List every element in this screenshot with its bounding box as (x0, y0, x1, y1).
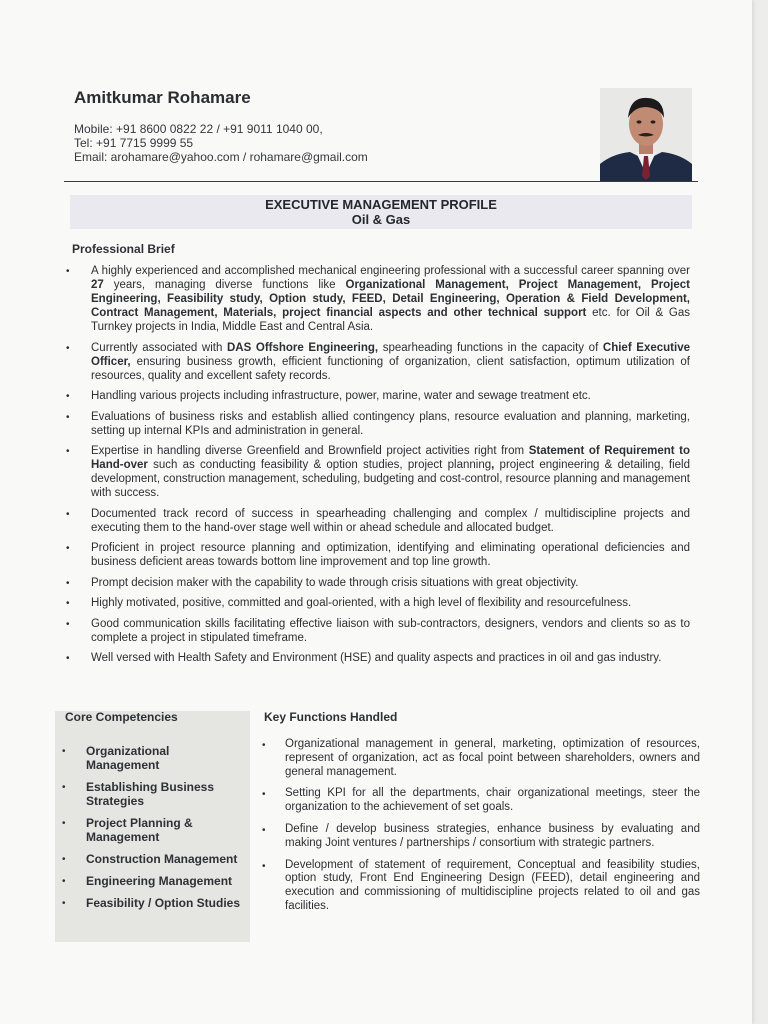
core-competencies-list (62, 744, 246, 918)
brief-item (66, 651, 690, 665)
profile-title: EXECUTIVE MANAGEMENT PROFILE (265, 197, 497, 212)
profile-subtitle: Oil & Gas (351, 212, 411, 227)
core-competency-item: • Project Planning & Management (62, 816, 246, 844)
core-competency-item: • Organizational Management (62, 744, 246, 772)
brief-item-text: Prompt decision maker with the capability to wade through crisis situations with great objectivity. (91, 576, 579, 589)
brief-item (66, 617, 690, 645)
key-functions-list (262, 738, 700, 922)
brief-item (66, 444, 690, 500)
brief-item (66, 507, 690, 535)
key-function-item: • Define / develop business strategies, enhance business by evaluating and making Joint ventures / partnerships / consortium with strategic partners. (262, 823, 700, 851)
tel-line: Tel: +91 7715 9999 55 (74, 136, 194, 150)
brief-item-bold-text: , (491, 459, 495, 471)
header-divider (64, 181, 698, 182)
brief-item-text: Good communication skills facilitating effective liaison with sub-contractors, designers, vendors and clients so as to complete a project in stipulated timeframe. (91, 617, 690, 644)
contact-block (74, 122, 368, 164)
email-line: Email: arohamare@yahoo.com / rohamare@gmail.com (74, 150, 368, 164)
brief-item (66, 576, 690, 590)
brief-item-bold-text: Statement of Requirement to Hand-over (91, 445, 691, 471)
brief-item-bold-text: Organizational Management, Project Management, Project Engineering, Feasibility study, Option study, FEED, Detail Engineering, Operation & Field Development, Contract Management, Materials, project financial aspects and other technical support (91, 279, 690, 319)
brief-item (66, 264, 690, 334)
brief-item-bold-text: 27 (91, 279, 104, 291)
brief-item-text: Documented track record of success in spearheading challenging and complex / multidiscipline projects and executing them to the hand-over stage well within or ahead schedule and allocated budget. (91, 507, 690, 534)
brief-item-text: Evaluations of business risks and establish allied contingency plans, resource evaluation and planning, marketing, setting up internal KPIs and administration in general. (91, 410, 690, 437)
brief-item-text: ensuring business growth, efficient functioning of organization, client satisfaction, optimum utilization of resources, quality and excellent safety records. (91, 355, 690, 382)
portrait-illustration (600, 88, 692, 181)
brief-item-bold-text: Chief Executive Officer, (91, 341, 690, 368)
key-functions-heading: Key Functions Handled (264, 710, 398, 724)
brief-item-text: etc. for Oil & Gas Turnkey projects in India, Middle East and Central Asia. (91, 307, 690, 333)
core-competency-item: • Engineering Management (62, 874, 246, 888)
key-function-item: • Organizational management in general, marketing, optimization of resources, represent of organization, act as focal point between shareholders, owners and general management. (262, 738, 700, 779)
brief-item-text: Highly motivated, positive, committed and goal-oriented, with a high level of flexibility and resourcefulness. (91, 597, 632, 609)
brief-item-text: Currently associated with (91, 341, 227, 354)
core-competency-item: • Feasibility / Option Studies (62, 896, 246, 910)
mobile-line: Mobile: +91 8600 0822 22 / +91 9011 1040 00, (74, 122, 323, 136)
brief-item (66, 596, 690, 610)
brief-item-text: Expertise in handling diverse Greenfield and Brownfield project activities right from (91, 445, 529, 457)
brief-item-text: such as conducting feasibility & option studies, project planning (147, 459, 492, 471)
brief-item-text: spearheading functions in the capacity of (378, 341, 603, 354)
profile-title-band (70, 195, 692, 229)
core-competency-item: • Construction Management (62, 852, 246, 866)
brief-item-bold-text: DAS Offshore Engineering, (226, 341, 379, 354)
brief-item (66, 541, 690, 569)
profile-photo (600, 88, 692, 181)
brief-item-text: A highly experienced and accomplished mechanical engineering professional with a successful career spanning over (91, 265, 690, 277)
brief-item (66, 410, 690, 438)
brief-item-text: Well versed with Health Safety and Environment (HSE) and quality aspects and practices in oil and gas industry. (91, 652, 662, 664)
brief-item-text: years, managing diverse functions like (103, 279, 346, 291)
core-competency-item: • Establishing Business Strategies (62, 780, 246, 808)
candidate-name: Amitkumar Rohamare (74, 88, 251, 107)
key-function-item: • Development of statement of requirement, Conceptual and feasibility studies, option study, Front End Engineering Design (FEED), detail engineering and execution and commissioning of multidiscipline projects related to oil and gas facilities. (262, 859, 700, 914)
brief-item (66, 341, 690, 383)
professional-brief-heading: Professional Brief (72, 242, 175, 256)
brief-item-text: Handling various projects including infrastructure, power, marine, water and sewage treatment etc. (91, 390, 591, 402)
brief-item-text: Proficient in project resource planning and optimization, identifying and eliminating operational deficiencies and business deficient areas towards bottom line improvement and top line growth. (91, 542, 690, 568)
professional-brief-list (66, 264, 690, 672)
core-competencies-heading: Core Competencies (65, 710, 178, 724)
brief-item-text: project engineering & detailing, field development, construction management, scheduling, budgeting and cost-control, resource planning and management with success. (91, 459, 690, 499)
key-function-item: • Setting KPI for all the departments, chair organizational meetings, steer the organization to the achievement of set goals. (262, 787, 700, 815)
brief-item (66, 389, 690, 403)
